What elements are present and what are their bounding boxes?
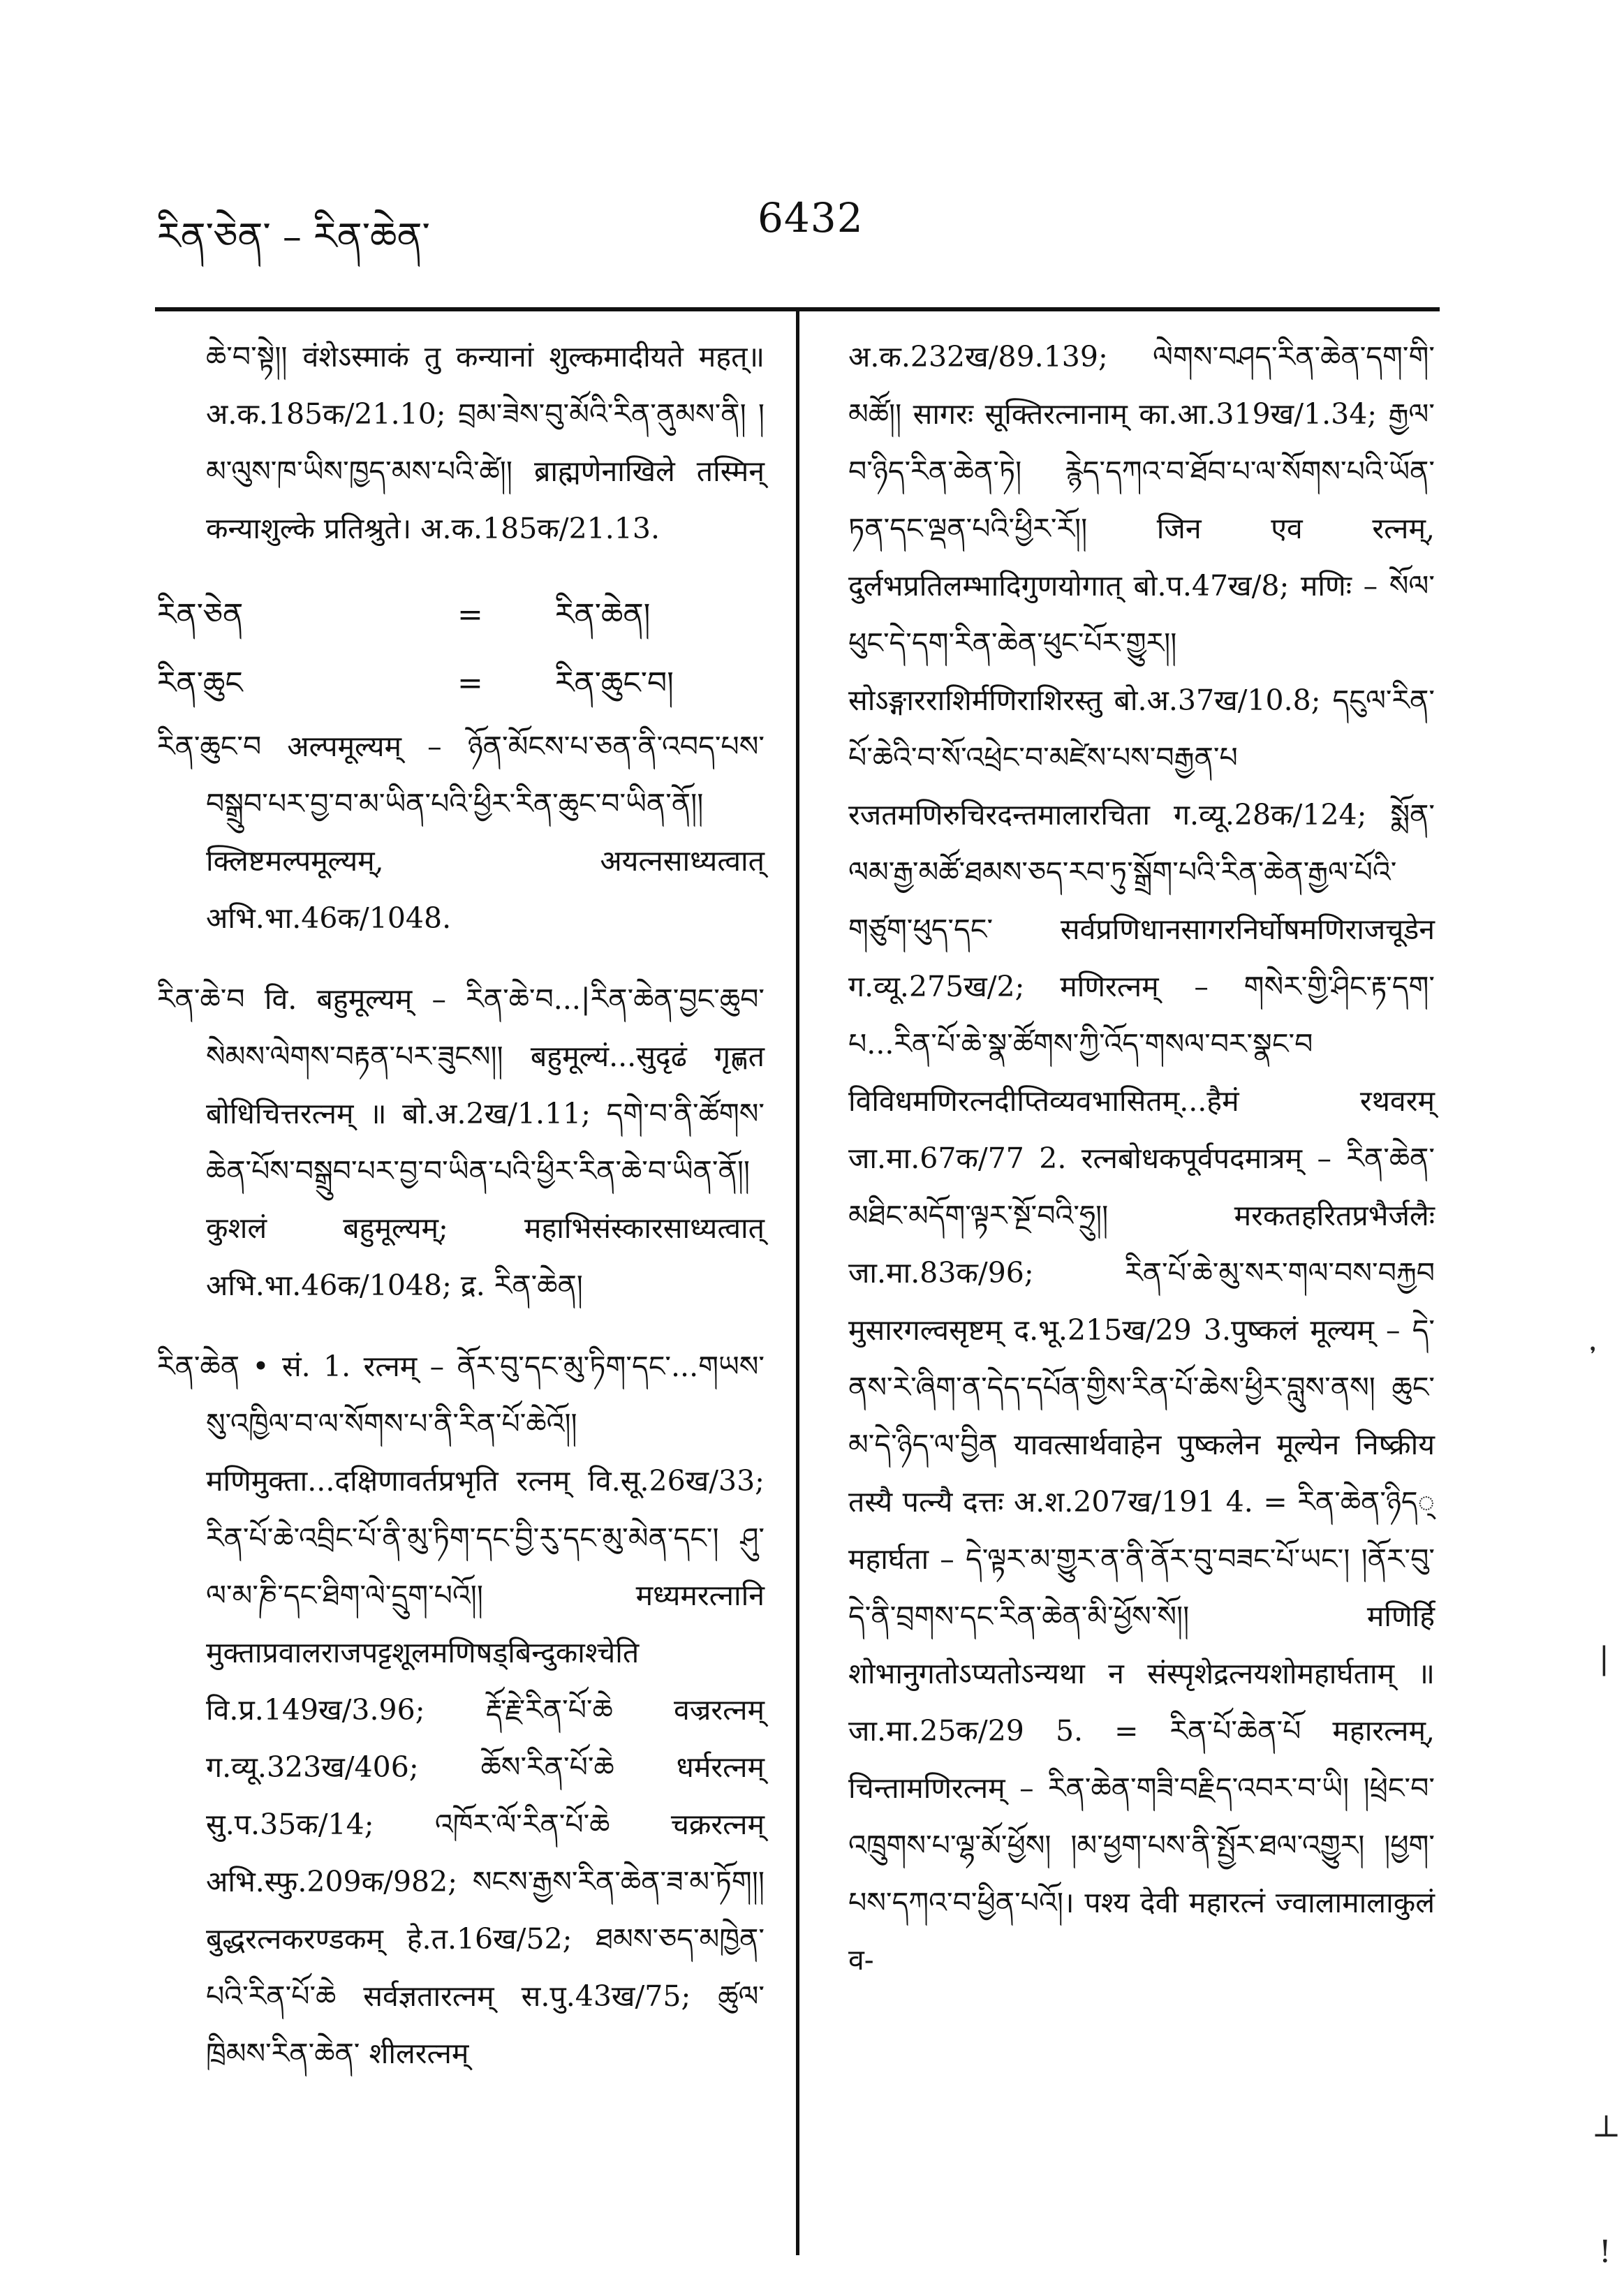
dictionary-entry — [157, 971, 765, 1314]
xref-entry — [157, 581, 765, 649]
xref-target: རིན་ཆུང་བ། — [555, 665, 674, 701]
margin-mark: ! — [1599, 2234, 1611, 2270]
entry-text: རིན་ཆེན • सं. 1. रत्नम् – ནོར་བུ་དང་མུ་ཏིག་དང་...གཡས་སུ་འཁྱིལ་བ་ལ་སོགས་པ་ནི་རིན་པོ་ཆེའོ།། मणिमुक्ता...दक्षिणावर्तप्रभृति रत्नम् वि.सू.26ख/33; རིན་པོ་ཆེ་འབྲིང་པོ་ནི་མུ་ཏིག་དང་བྱི་རུ་དང་མུ་མེན་དང་། ཤུ་ལ་མ་ཎི་དང་ཐིག་ལེ་དྲུག་པའོ།། मध्यमरत्नानि मुक्ताप्रवालराजपट्टशूलमणिषड्बिन्दुकाश्चेति वि.प्र.149ख/3.96; རྡོ་རྗེ་རིན་པོ་ཆེ वज्ररत्नम् ग.व्यू.323ख/406; ཆོས་རིན་པོ་ཆེ धर्मरत्नम् सु.प.35क/14; འཁོར་ལོ་རིན་པོ་ཆེ चक्ररत्नम् अभि.स्फु.209क/982; སངས་རྒྱས་རིན་ཆེན་ཟ་མ་ཏོག།། बुद्धरत्नकरण्डकम् हे.त.16ख/52; ཐམས་ཅད་མཁྱེན་པའི་རིན་པོ་ཆེ सर्वज्ञतारत्नम् स.पु.43ख/75; ཚུལ་ཁྲིམས་རིན་ཆེན་ शीलरत्नम् — [157, 1350, 765, 2070]
dictionary-entry — [157, 718, 765, 947]
entry-text: རིན་ཆེ་བ वि. बहुमूल्यम् – རིན་ཆེ་བ...|རིན་ཆེན་བྱང་ཆུབ་སེམས་ལེགས་བརྟན་པར་ཟུངས།། बहुमूल्यं...सुदृढं गृह्णत बोधिचित्तरत्नम् ॥ बो.अ.2ख/1.11; དགེ་བ་ནི་ཚོགས་ཆེན་པོས་བསྒྲུབ་པར་བྱ་བ་ཡིན་པའི་ཕྱིར་རིན་ཆེ་བ་ཡིན་ནོ།། कुशलं बहुमूल्यम्; महाभिसंस्कारसाध्यत्वात् अभि.भा.46क/1048; द्र. རིན་ཆེན། — [157, 982, 765, 1302]
right-column — [848, 328, 1435, 1988]
xref-headword: རིན་ཆུང — [157, 665, 243, 701]
xref-entry — [157, 649, 765, 718]
spacer — [157, 947, 765, 971]
page-number: 6432 — [758, 194, 864, 242]
dictionary-entry — [157, 1338, 765, 2082]
spacer — [157, 557, 765, 581]
spacer — [157, 1314, 765, 1338]
entry-text: རིན་ཆུང་བ अल्पमूल्यम् – ཉོན་མོངས་པ་ཅན་ནི་འབད་པས་བསྒྲུབ་པར་བྱ་བ་མ་ཡིན་པའི་ཕྱིར་རིན་ཆུང་བ་ཡིན་ནོ།། क्लिष्टमल्पमूल्यम्, अयत्नसाध्यत्वात् अभि.भा.46क/1048. — [157, 730, 765, 935]
xref-target: རིན་ཆེན། — [555, 597, 651, 633]
column-divider — [796, 307, 799, 2255]
margin-mark: | — [1599, 1641, 1609, 1676]
xref-headword: རིན་ཅེན — [157, 597, 244, 633]
xref-equals: = — [457, 665, 483, 701]
xref-equals: = — [457, 597, 483, 633]
entry-text: अ.क.232ख/89.139; ལེགས་བཤད་རིན་ཆེན་དག་གི་མཚོ།། सागरः सूक्तिरत्नानाम् का.आ.319ख/1.34; རྒྱལ་བ་ཉིད་རིན་ཆེན་ཏེ། རྙེད་དཀའ་བ་ཐོབ་པ་ལ་སོགས་པའི་ཡོན་ཏན་དང་ལྡན་པའི་ཕྱིར་རོ།། जिन एव रत्नम्, दुर्लभप्रतिलम्भादिगुणयोगात् बो.प.47ख/8; मणिः – སོལ་ཕུང་དེ་དག་རིན་ཆེན་ཕུང་པོར་གྱུར།། सोऽङ्गारराशिर्मणिराशिरस्तु बो.अ.37ख/10.8; དངུལ་རིན་པོ་ཆེའི་བ་སོ་འཕྲེང་བ་མཛེས་པས་བརྒྱན་པ रजतमणिरुचिरदन्तमालारचिता ग.व्यू.28क/124; སྨོན་ལམ་རྒྱ་མཚོ་ཐམས་ཅད་རབ་ཏུ་སྒྲོག་པའི་རིན་ཆེན་རྒྱལ་པོའི་གཙུག་ཕུད་དང་ सर्वप्रणिधानसागरनिर्घोषमणिराजचूडेन ग.व्यू.275ख/2; मणिरत्नम् – གསེར་གྱི་ཤིང་རྟ་དག་པ...རིན་པོ་ཆེ་སྣ་ཚོགས་ཀྱི་འོད་གསལ་བར་སྣང་བ विविधमणिरत्नदीप्तिव्यवभासितम्...हैमं रथवरम् जा.मा.67क/77 2. रत्नबोधकपूर्वपदमात्रम् – རིན་ཆེན་མཐིང་མདོག་ལྟར་སྔོ་བའི་ཧྲུ།། मरकतहरितप्रभैर्जलैः जा.मा.83क/96; རིན་པོ་ཆེ་མུ་སར་གལ་བས་བརྐྱབ मुसारगल्वसृष्टम् द.भू.215ख/29 3.पुष्कलं मूल्यम् – དེ་ནས་རེ་ཞིག་ན་དེད་དཔོན་གྱིས་རིན་པོ་ཆེས་ཕྱིར་བླུས་ནས། ཆུང་མ་དེ་ཉིད་ལ་བྱིན यावत्सार्थवाहेन पुष्कलेन मूल्येन निष्क्रीय तस्यै पत्न्यै दत्तः अ.श.207ख/191 4. = རིན་ཆེན་ཉིད् महार्घता – དེ་ལྟར་མ་གྱུར་ན་ནི་ནོར་བུ་བཟང་པོ་ཡང་། །ནོར་བུ་དེ་ནི་བྲགས་དང་རིན་ཆེན་མི་ཕྱོས་སོ།། मणिर्हि शोभानुगतोऽप्यतोऽन्यथा न संस्पृशेद्रत्नयशोमहार्घताम् ॥ जा.मा.25क/29 5. = རིན་པོ་ཆེན་པོ महारत्नम्, चिन्तामणिरत्नम् – རིན་ཆེན་གཟི་བརྗིད་འབར་བ་ཡི། །ཕྲེང་བ་འཁྲུགས་པ་ལྷ་མོ་ཕྱོས། །མ་ཕྱག་པས་ནི་སྤྱོར་ཐལ་འགྱུར། །ཕྱག་པས་དཀའ་བ་ཕྱིན་པའོ།। पश्य देवी महारत्नं ज्वालामालाकुलं व- — [848, 340, 1435, 1977]
continuation-paragraph: ཆེ་བ་སྟེ།། वंशेऽस्माकं तु कन्यानां शुल्कमादीयते महत्॥ अ.क.185क/21.10; བྲམ་ཟེས་བུ་མོའི་རིན་ནུམས་ནི། །མ་ལུས་ཁ་ཡིས་ཁྱད་མས་པའི་ཚེ།། ब्राह्मणेनाखिले तस्मिन् कन्याशुल्के प्रतिश्रुते। अ.क.185क/21.13. — [206, 340, 765, 545]
margin-mark: ⊥ — [1592, 2109, 1621, 2144]
margin-mark: ᾿ — [1585, 1344, 1600, 1380]
left-column — [157, 328, 765, 2082]
running-head: རིན་ཅེན་ – རིན་ཆེན་ — [157, 214, 430, 258]
